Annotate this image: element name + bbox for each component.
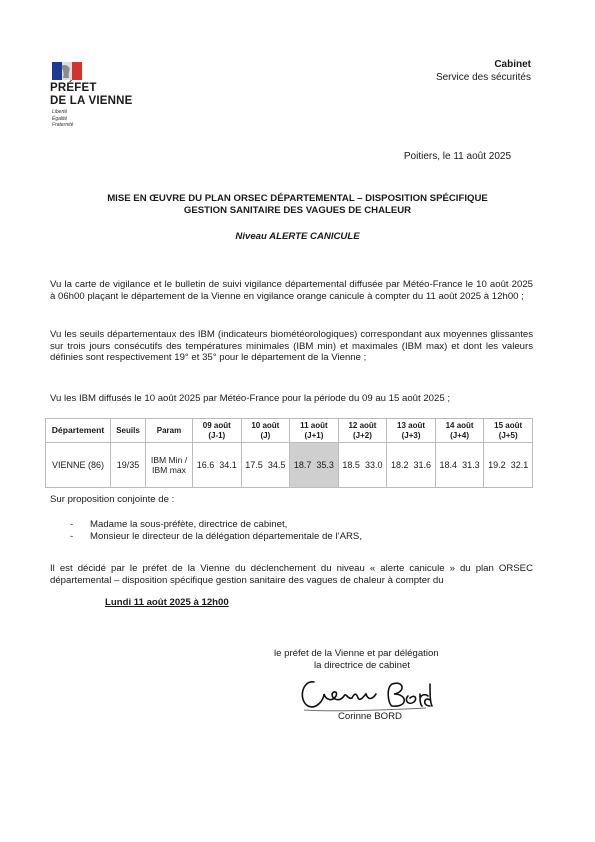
header-day-3: 12 août (J+2) bbox=[338, 419, 387, 443]
header-param: Param bbox=[146, 419, 193, 443]
service-cabinet: Cabinet bbox=[494, 59, 531, 70]
header-day-6: 15 août (J+5) bbox=[484, 419, 533, 443]
paragraph-seuils: Vu les seuils départementaux des IBM (indicateurs biométéorologiques) correspondant aux moyennes glissantes sur trois jours consécutifs des températures minimales (IBM min) et maximales (IBM max) et dont les valeurs définies sont respectivement 19° et 35° pour le département de la Vienne ; bbox=[50, 329, 533, 364]
service-securites: Service des sécurités bbox=[435, 71, 531, 83]
signature-line1: le préfet de la Vienne et par délégation bbox=[274, 648, 439, 659]
signature-line2: la directrice de cabinet bbox=[314, 660, 410, 671]
ibm-table bbox=[45, 418, 533, 488]
service-header bbox=[436, 59, 531, 84]
cell-day-2-highlighted: 18.7 35.3 bbox=[290, 443, 339, 488]
header-day-2: 11 août (J+1) bbox=[290, 419, 339, 443]
header-day-4: 13 août (J+3) bbox=[387, 419, 436, 443]
cell-departement: VIENNE (86) bbox=[46, 443, 111, 488]
paragraph-proposition: Sur proposition conjointe de : bbox=[50, 494, 175, 505]
motto-egalite: Égalité bbox=[52, 115, 68, 122]
cell-day-3: 18.5 33.0 bbox=[338, 443, 387, 488]
prefecture-name bbox=[50, 82, 133, 108]
list-item: - Monsieur le directeur de la délégation départementale de l’ARS, bbox=[70, 531, 362, 542]
cell-param: IBM Min / IBM max bbox=[146, 443, 193, 488]
title-line1: MISE EN ŒUVRE DU PLAN ORSEC DÉPARTEMENTAL – DISPOSITION SPÉCIFIQUE bbox=[107, 193, 488, 204]
title-line2: GESTION SANITAIRE DES VAGUES DE CHALEUR bbox=[183, 205, 412, 216]
header-day-5: 14 août (J+4) bbox=[435, 419, 484, 443]
republic-motto bbox=[52, 109, 73, 129]
paragraph-vigilance: Vu la carte de vigilance et le bulletin de suivi vigilance départemental diffusée par Météo-France le 10 août 2025 à 06h00 plaçant le département de la Vienne en vigilance orange canicule à compter du 11 août 2025 à 12h00 ; bbox=[50, 279, 533, 302]
motto-fraternite: Fraternité bbox=[52, 122, 74, 128]
table-header-row bbox=[46, 419, 533, 443]
document-date: Poitiers, le 11 août 2025 bbox=[403, 151, 511, 162]
proposition-list bbox=[70, 519, 362, 543]
header-departement: Département bbox=[46, 419, 111, 443]
header-day-1: 10 août (J) bbox=[241, 419, 290, 443]
list-item: - Madame la sous-préfète, directrice de cabinet, bbox=[70, 519, 288, 530]
cell-day-1: 17.5 34.5 bbox=[241, 443, 290, 488]
header-seuils: Seuils bbox=[111, 419, 146, 443]
handwritten-signature bbox=[296, 670, 436, 715]
alert-level: Niveau ALERTE CANICULE bbox=[235, 231, 360, 242]
signatory-name: Corinne BORD bbox=[338, 711, 402, 722]
cell-day-4: 18.2 31.6 bbox=[387, 443, 436, 488]
table-row bbox=[46, 443, 533, 488]
cell-seuils: 19/35 bbox=[111, 443, 146, 488]
paragraph-decision: Il est décidé par le préfet de la Vienne du déclenchement du niveau « alerte canicule » du plan ORSEC départemental – disposition spécifique gestion sanitaire des vagues de chaleur à compter du bbox=[50, 563, 533, 586]
motto-liberte: Liberté bbox=[52, 109, 68, 115]
cell-day-0: 16.6 34.1 bbox=[193, 443, 242, 488]
cell-day-6: 19.2 32.1 bbox=[484, 443, 533, 488]
prefet-line2: DE LA VIENNE bbox=[50, 95, 133, 107]
marianne-logo-icon bbox=[52, 62, 82, 80]
paragraph-ibm: Vu les IBM diffusés le 10 août 2025 par Météo-France pour la période du 09 au 15 août 2025 ; bbox=[50, 393, 451, 404]
header-day-0: 09 août (J-1) bbox=[193, 419, 242, 443]
document-title bbox=[40, 193, 555, 217]
signature-block bbox=[274, 648, 439, 672]
cell-day-5: 18.4 31.3 bbox=[435, 443, 484, 488]
prefet-line1: PRÉFET bbox=[50, 82, 97, 94]
effective-date: Lundi 11 août 2025 à 12h00 bbox=[105, 597, 229, 608]
